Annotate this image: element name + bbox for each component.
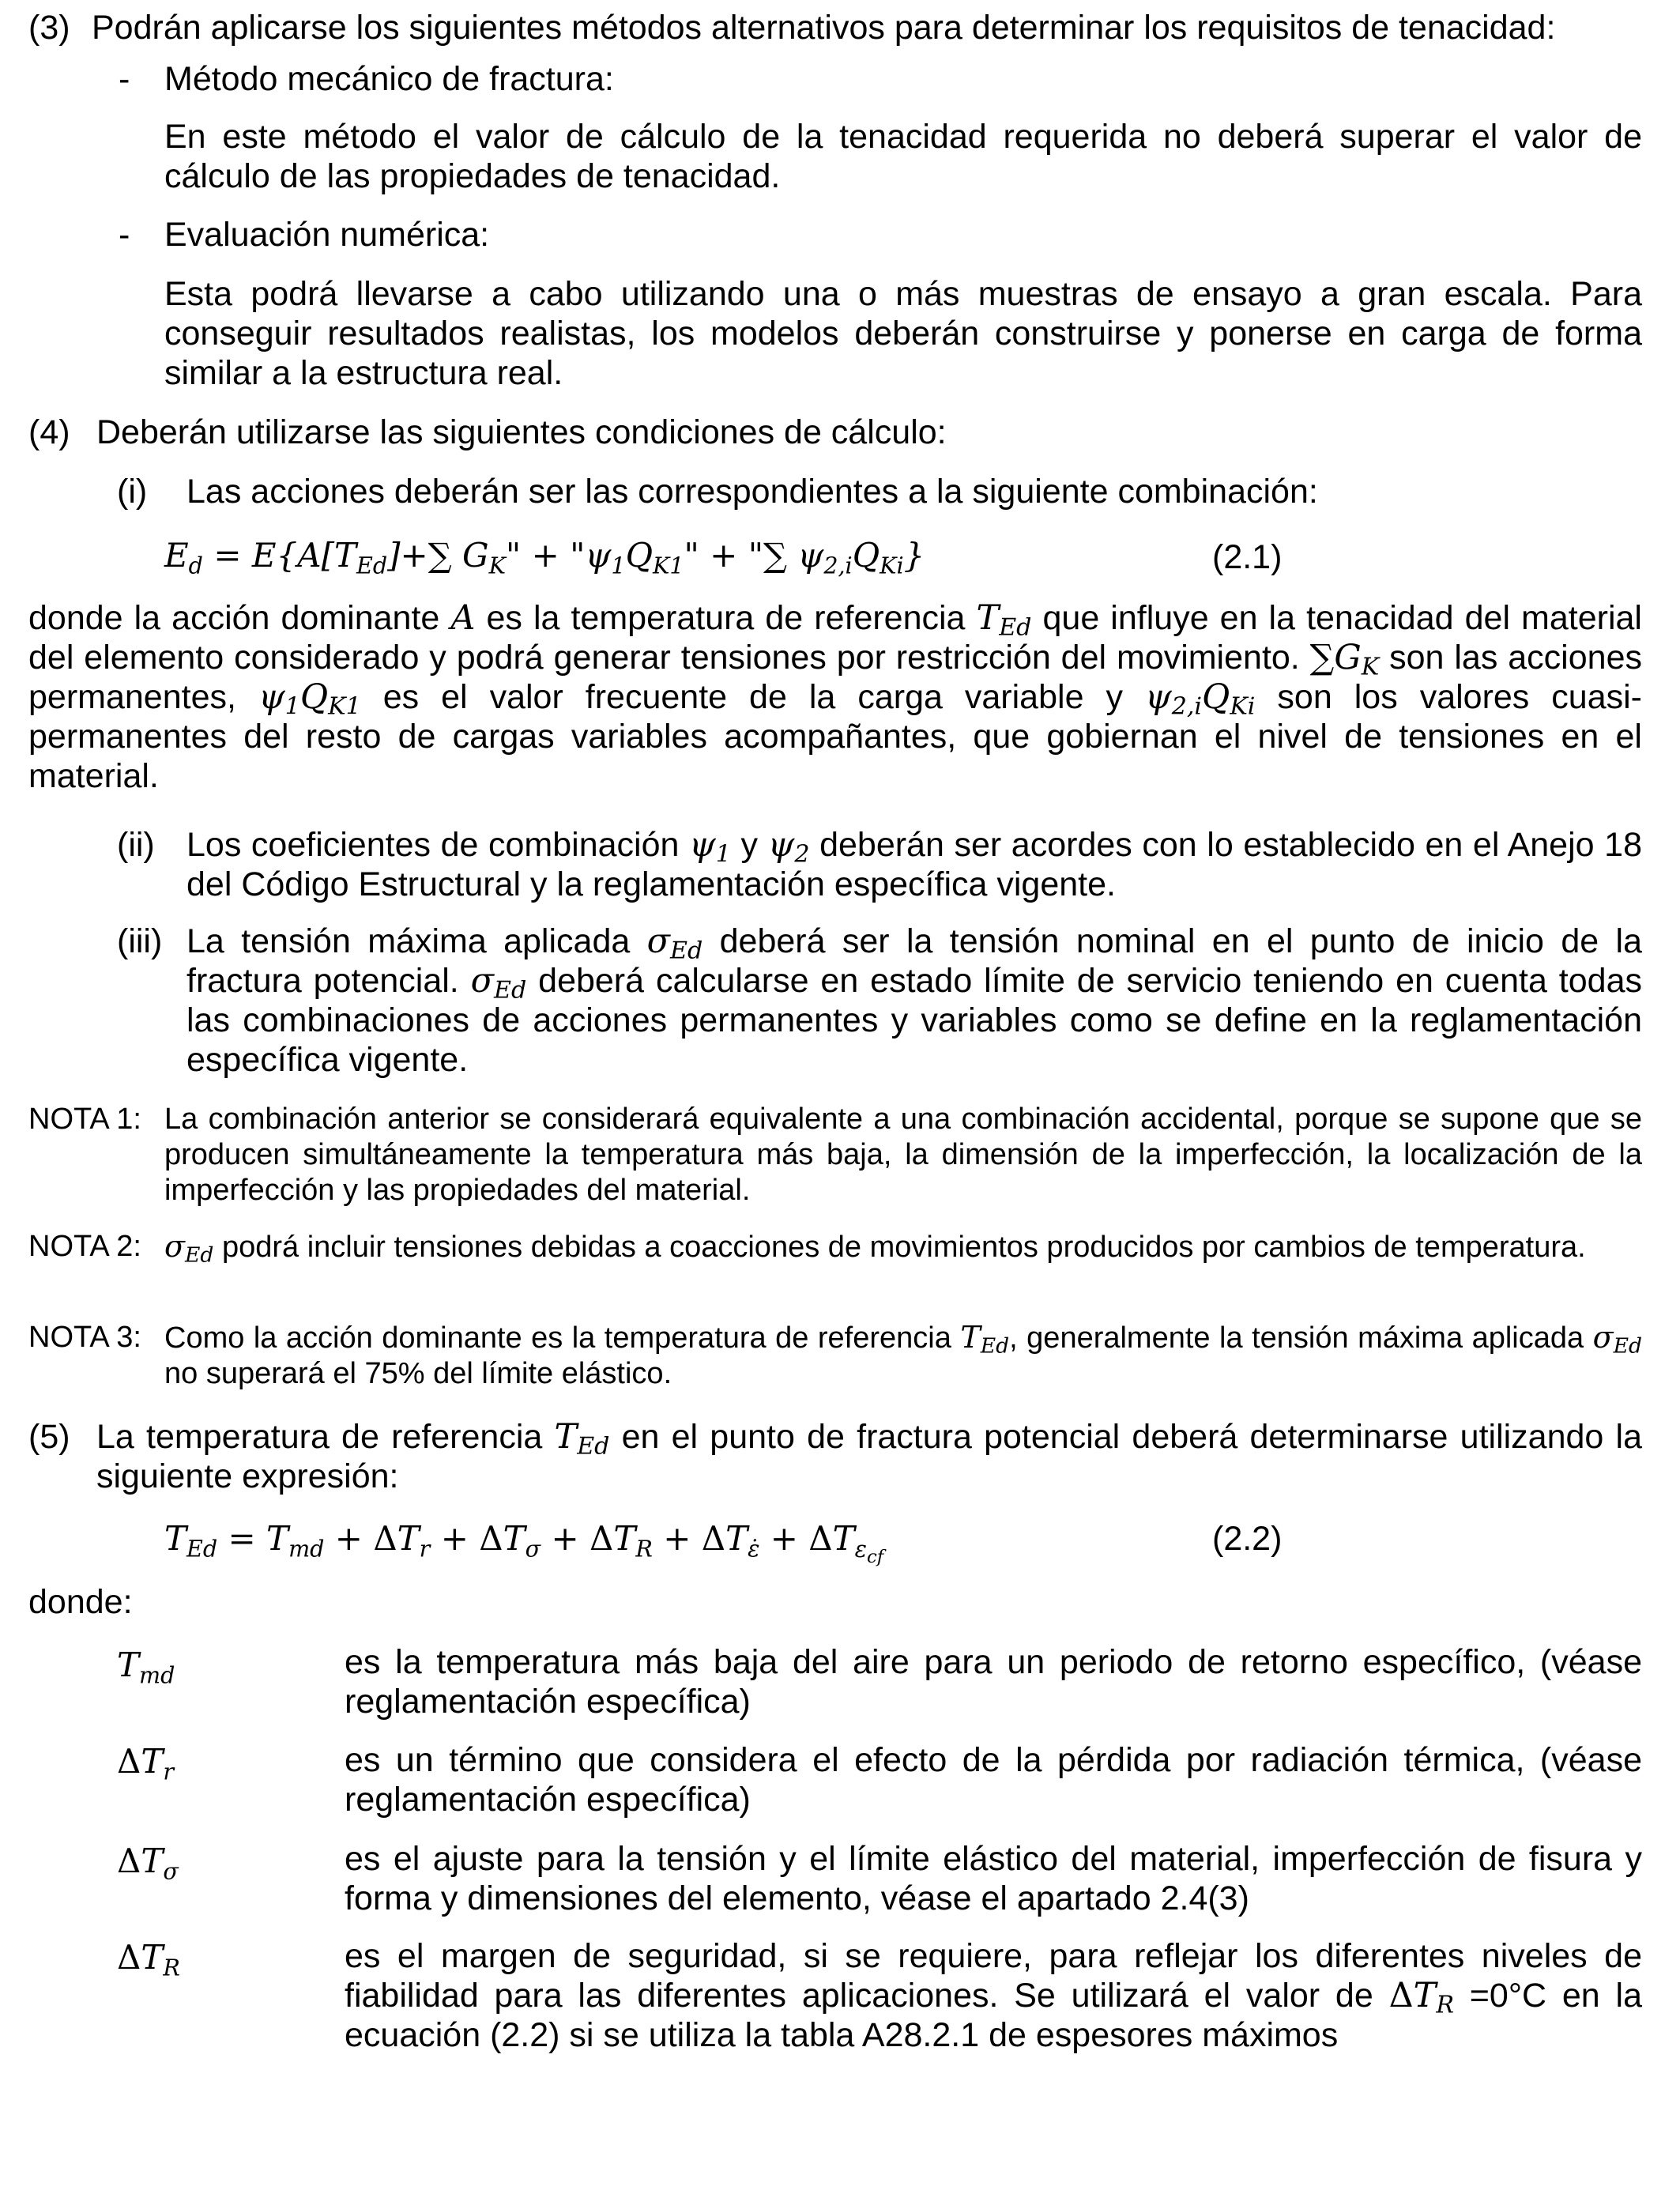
item-4-number: (4) (28, 413, 70, 451)
definition-text: es la temperatura más baja del aire para un periodo de retorno específico, (véase reglamentación específica) (345, 1643, 1642, 1721)
bullet-title-mecanico: Método mecánico de fractura: (164, 60, 614, 98)
sub-iii-text: La tensión máxima aplicada $\sigma_{Ed}$ deberá ser la tensión nominal en el punto de inicio de la fractura potencial. $\sigma_{Ed}$ deberá calcularse en estado límite de servicio teniendo en cuenta todas las combinaciones de acciones permanentes y variables como se define en la reglamentación específica vigente. (186, 922, 1642, 1079)
equation-2-1: $E_d = E\{A[T_{Ed}]+\sum$ $G_K$" + "$\psi_1Q_{K1}$" + "∑ $\psi_{2,i}Q_{Ki}$} (164, 536, 925, 579)
definition-symbol: $T_{md}$ (117, 1646, 175, 1689)
item-5-number: (5) (28, 1418, 70, 1456)
note-2-text: $\sigma_{Ed}$ podrá incluir tensiones debidas a coacciones de movimientos producidos por cambios de temperatura. (164, 1229, 1586, 1268)
equation-2-1-number: (2.1) (1212, 538, 1283, 576)
definition-symbol: $\Delta T_\sigma$ (117, 1842, 179, 1885)
bullet-dash: - (119, 216, 130, 254)
sub-ii-text: Los coeficientes de combinación $\psi_1$ y $\psi_2$ deberán ser acordes con lo establecido en el Anejo 18 del Código Estructural y la reglamentación específica vigente. (186, 825, 1642, 903)
sub-ii-label: (ii) (117, 826, 155, 864)
definition-text: es un término que considera el efecto de la pérdida por radiación térmica, (véase reglamentación específica) (345, 1741, 1642, 1819)
note-3-text: Como la acción dominante es la temperatura de referencia $T_{Ed}$, generalmente la tensión máxima aplicada $\sigma_{Ed}$ no superará el 75% del límite elástico. (164, 1320, 1642, 1390)
sub-iii-label: (iii) (117, 922, 163, 960)
item-3-text: Podrán aplicarse los siguientes métodos alternativos para determinar los requisitos de tenacidad: (92, 9, 1556, 47)
definition-symbol: $\Delta T_r$ (117, 1742, 175, 1785)
equation-2-2-number: (2.2) (1212, 1520, 1283, 1558)
bullet-dash: - (119, 60, 130, 98)
equation-2-2: $T_{Ed} = T_{md} + \Delta T_r + \Delta T_\sigma + \Delta T_R + \Delta T_{\varepsiloṅ} + \Delta T_{\varepsilon_{cf}}$ (164, 1519, 884, 1567)
item-4-text: Deberán utilizarse las siguientes condiciones de cálculo: (96, 413, 947, 451)
sub-i-label: (i) (117, 473, 148, 511)
note-1-text: La combinación anterior se considerará equivalente a una combinación accidental, porque se supone que se producen simultáneamente la temperatura más baja, la dimensión de la imperfección, la localización de la imperfección y las propiedades del material. (164, 1103, 1642, 1207)
bullet-body-mecanico: En este método el valor de cálculo de la tenacidad requerida no deberá superar el valor de cálculo de las propiedades de tenacidad. (164, 118, 1642, 195)
definition-text: es el ajuste para la tensión y el límite elástico del material, imperfección de fisura y forma y dimensiones del elemento, véase el apartado 2.4(3) (345, 1840, 1642, 1917)
sub-i-text: Las acciones deberán ser las correspondientes a la siguiente combinación: (186, 473, 1318, 511)
bullet-title-numerica: Evaluación numérica: (164, 216, 490, 254)
note-2-label: NOTA 2: (28, 1230, 141, 1263)
definition-symbol: $\Delta T_R$ (117, 1938, 180, 1981)
item-5-text: La temperatura de referencia $T_{Ed}$ en el punto de fractura potencial deberá determinarse utilizando la siguiente expresión: (96, 1417, 1642, 1495)
note-3-label: NOTA 3: (28, 1321, 141, 1354)
item-3-number: (3) (28, 9, 70, 47)
donde-paragraph: donde la acción dominante A es la temperatura de referencia $T_{Ed}$ que influye en la tenacidad del material del elemento considerado y podrá generar tensiones por restricción del movimiento. $\sum G_K$ son las acciones permanentes, $\psi_1Q_{K1}$ es el valor frecuente de la carga variable y $\psi_{2,i}Q_{Ki}$ son los valores cuasi-permanentes del resto de cargas variables acompañantes, que gobiernan el nivel de tensiones en el material. (28, 598, 1643, 795)
definition-text: es el margen de seguridad, si se requiere, para reflejar los diferentes niveles de fiabilidad para las diferentes aplicaciones. Se utilizará el valor de $\Delta T_R =0^\circ C$ en la ecuación (2.2) si se utiliza la tabla A28.2.1 de espesores máximos (345, 1937, 1642, 2054)
bullet-body-numerica: Esta podrá llevarse a cabo utilizando una o más muestras de ensayo a gran escala. Para conseguir resultados realistas, los modelos deberán construirse y ponerse en carga de forma similar a la estructura real. (164, 275, 1642, 392)
donde-label: donde: (28, 1583, 133, 1621)
note-1-label: NOTA 1: (28, 1103, 141, 1136)
